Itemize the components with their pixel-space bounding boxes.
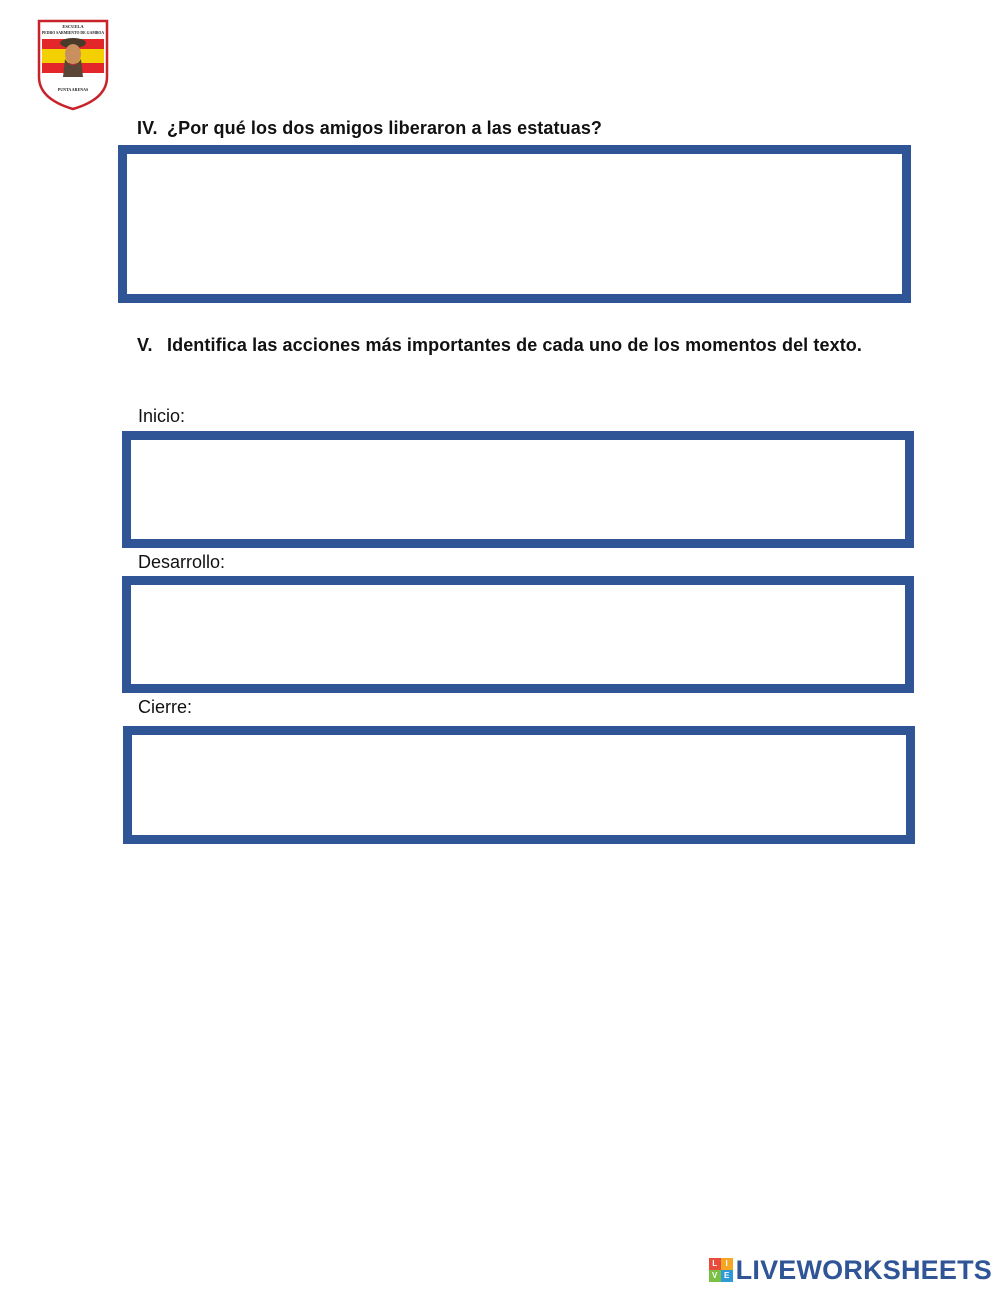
question-v-text: Identifica las acciones más importantes de cada uno de los momentos del texto. bbox=[167, 335, 862, 355]
crest-line-3: PUNTA ARENAS bbox=[57, 87, 89, 92]
label-desarrollo: Desarrollo: bbox=[138, 552, 226, 572]
mark-letter-l: L bbox=[709, 1258, 721, 1270]
answer-box-cierre[interactable] bbox=[123, 726, 915, 844]
school-crest-logo bbox=[37, 19, 109, 111]
crest-line-1: ESCUELA bbox=[62, 24, 84, 29]
question-iv-text: ¿Por qué los dos amigos liberaron a las estatuas? bbox=[167, 118, 603, 138]
mark-letter-e: E bbox=[721, 1270, 733, 1282]
mark-letter-i: I bbox=[721, 1258, 733, 1270]
crest-line-2: PEDRO SARMIENTO DE GAMBOA bbox=[41, 31, 105, 35]
label-inicio: Inicio: bbox=[138, 406, 186, 426]
answer-box-desarrollo[interactable] bbox=[122, 576, 914, 693]
answer-box-inicio[interactable] bbox=[122, 431, 914, 548]
question-v bbox=[137, 333, 867, 357]
question-v-number: V. bbox=[137, 335, 153, 355]
mark-letter-v: V bbox=[709, 1270, 721, 1282]
label-cierre: Cierre: bbox=[138, 697, 193, 717]
question-iv-number: IV. bbox=[137, 118, 158, 138]
question-iv bbox=[137, 116, 867, 140]
liveworksheets-mark-icon bbox=[709, 1258, 733, 1282]
liveworksheets-logo bbox=[709, 1255, 992, 1285]
liveworksheets-wordmark: LIVEWORKSHEETS bbox=[735, 1254, 992, 1285]
answer-box-question-iv[interactable] bbox=[118, 145, 911, 303]
